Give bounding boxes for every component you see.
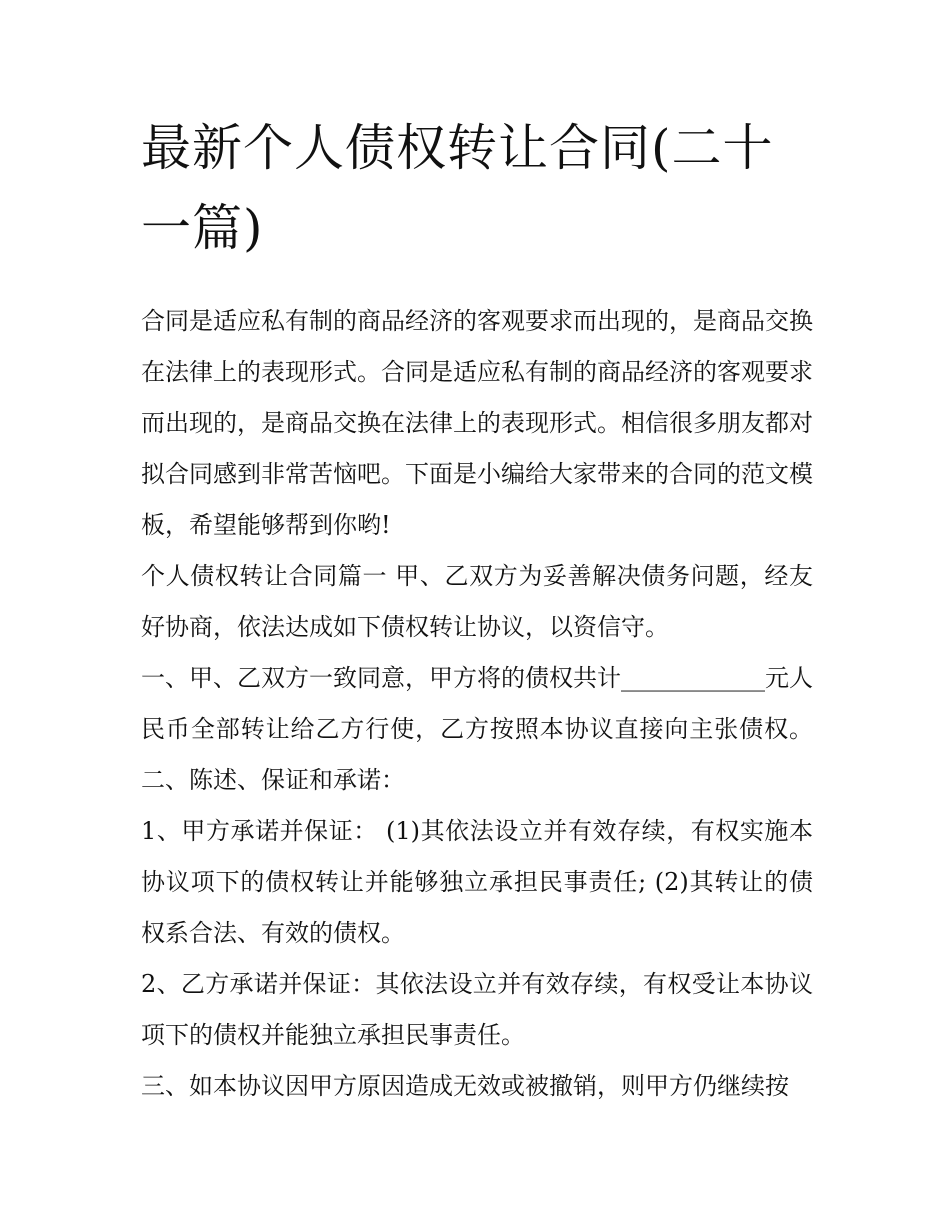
- paragraph-clause-party-b: 2、乙方承诺并保证：其依法设立并有效存续，有权受让本协议项下的债权并能独立承担民事责任。: [141, 970, 813, 1049]
- paragraph-intro: 合同是适应私有制的商品经济的客观要求而出现的，是商品交换在法律上的表现形式。合同是适应私有制的商品经济的客观要求而出现的，是商品交换在法律上的表现形式。相信很多朋友都对拟合同感到非常苦恼吧。下面是小编给大家带来的合同的范文模板，希望能够帮到你哟!: [141, 307, 813, 539]
- paragraph-clause-party-a: 1、甲方承诺并保证： (1)其依法设立并有效存续，有权实施本协议项下的债权转让并能够独立承担民事责任; (2)其转让的债权系合法、有效的债权。: [141, 817, 813, 947]
- document-page: [141, 108, 813, 1112]
- paragraph-clause-three: 三、如本协议因甲方原因造成无效或被撤销，则甲方仍继续按: [141, 1072, 789, 1100]
- paragraph-contract-opening: 个人债权转让合同篇一 甲、乙双方为妥善解决债务问题，经友好协商，依法达成如下债权转让协议，以资信守。: [141, 562, 813, 641]
- paragraph-clause-one: 一、甲、乙双方一致同意，甲方将的债权共计____________元人民币全部转让给乙方行使，乙方按照本协议直接向主张债权。 二、陈述、保证和承诺：: [141, 664, 813, 794]
- document-title: 最新个人债权转让合同(二十一篇): [141, 119, 774, 257]
